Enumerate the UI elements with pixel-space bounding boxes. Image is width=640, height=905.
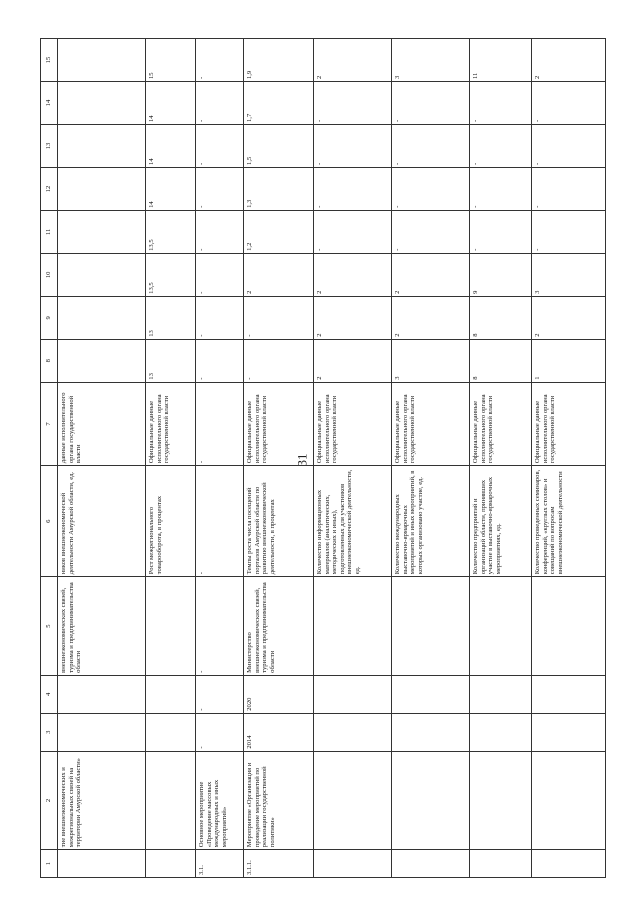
cell-start-year bbox=[314, 713, 392, 751]
cell-value bbox=[58, 82, 146, 125]
cell-value: 8 bbox=[470, 296, 532, 339]
col-header: 5 bbox=[41, 577, 58, 676]
cell-number bbox=[532, 850, 606, 878]
cell-indicator: Количество международных выставочно-ярмарочных мероприятий и иных мероприятий, в которых организовано участие, ед. bbox=[392, 466, 470, 577]
cell-number bbox=[314, 850, 392, 878]
cell-source: - bbox=[196, 382, 244, 465]
cell-value: 3 bbox=[392, 39, 470, 82]
cell-value: - bbox=[196, 82, 244, 125]
col-header: 1 bbox=[41, 850, 58, 878]
cell-source: Официальные данные исполнительного органа государственной власти bbox=[392, 382, 470, 465]
table-row bbox=[314, 39, 392, 878]
cell-value: - bbox=[196, 125, 244, 168]
table-row bbox=[196, 39, 244, 878]
cell-name bbox=[532, 751, 606, 850]
table-row bbox=[244, 39, 314, 878]
table-row bbox=[146, 39, 196, 878]
cell-name bbox=[470, 751, 532, 850]
cell-indicator: - bbox=[196, 466, 244, 577]
cell-value bbox=[58, 296, 146, 339]
col-header: 2 bbox=[41, 751, 58, 850]
cell-value: - bbox=[196, 296, 244, 339]
cell-value bbox=[58, 39, 146, 82]
cell-value: 13 bbox=[146, 296, 196, 339]
cell-value bbox=[58, 210, 146, 253]
cell-value: 14 bbox=[146, 125, 196, 168]
cell-executor: Министерство внешнеэкономических связей, туризма и предпринимательства области bbox=[244, 577, 314, 676]
cell-number bbox=[392, 850, 470, 878]
cell-end-year bbox=[58, 675, 146, 713]
cell-value: - bbox=[314, 125, 392, 168]
cell-source: Официальные данные исполнительного органа государственной власти bbox=[470, 382, 532, 465]
cell-value: 2 bbox=[314, 339, 392, 382]
cell-value: - bbox=[532, 82, 606, 125]
cell-value: - bbox=[392, 167, 470, 210]
cell-name: Мероприятие «Организация и проведение мероприятий по реализации государственной политики» bbox=[244, 751, 314, 850]
cell-number bbox=[58, 850, 146, 878]
cell-value: 3 bbox=[532, 253, 606, 296]
cell-indicator: Количество предприятий и организаций области, принявших участие в выставочно-ярмарочных мероприятиях, ед. bbox=[470, 466, 532, 577]
col-header: 15 bbox=[41, 39, 58, 82]
cell-name bbox=[392, 751, 470, 850]
cell-executor: внешнеэкономических связей, туризма и предпринимательства области bbox=[58, 577, 146, 676]
cell-value: - bbox=[244, 339, 314, 382]
cell-value: - bbox=[314, 167, 392, 210]
cell-value: 1 bbox=[532, 339, 606, 382]
cell-end-year: - bbox=[196, 675, 244, 713]
header-row bbox=[41, 39, 58, 878]
cell-value: - bbox=[196, 210, 244, 253]
cell-source: Официальные данные исполнительного органа государственной власти bbox=[532, 382, 606, 465]
cell-number bbox=[470, 850, 532, 878]
cell-number: 3.1. bbox=[196, 850, 244, 878]
cell-value: 3 bbox=[392, 339, 470, 382]
cell-start-year bbox=[58, 713, 146, 751]
col-header: 3 bbox=[41, 713, 58, 751]
col-header: 7 bbox=[41, 382, 58, 465]
col-header: 11 bbox=[41, 210, 58, 253]
cell-start-year: - bbox=[196, 713, 244, 751]
cell-value: - bbox=[196, 167, 244, 210]
cell-value: - bbox=[196, 39, 244, 82]
cell-value: 11 bbox=[470, 39, 532, 82]
cell-value: 15 bbox=[146, 39, 196, 82]
cell-end-year bbox=[532, 675, 606, 713]
cell-start-year bbox=[532, 713, 606, 751]
cell-source: Официальные данные исполнительного органа государственной власти bbox=[146, 382, 196, 465]
col-header: 12 bbox=[41, 167, 58, 210]
cell-source: данные исполнительного органа государственной власти bbox=[58, 382, 146, 465]
cell-source: Официальные данные исполнительного органа государственной власти bbox=[244, 382, 314, 465]
cell-start-year bbox=[392, 713, 470, 751]
cell-value: 1,2 bbox=[244, 210, 314, 253]
cell-number bbox=[146, 850, 196, 878]
cell-value: 1,3 bbox=[244, 167, 314, 210]
cell-indicator: Количество проведенных семинаров, конференций, «круглых столов» и совещаний по вопросам внешнеэкономической деятельности bbox=[532, 466, 606, 577]
cell-value bbox=[58, 339, 146, 382]
cell-value: 9 bbox=[470, 253, 532, 296]
cell-value: 13,5 bbox=[146, 253, 196, 296]
cell-executor bbox=[146, 577, 196, 676]
page-number: 31 bbox=[294, 453, 310, 467]
cell-executor bbox=[470, 577, 532, 676]
cell-value: - bbox=[532, 167, 606, 210]
cell-value: - bbox=[314, 210, 392, 253]
cell-end-year bbox=[146, 675, 196, 713]
cell-source: Официальные данные исполнительного органа государственной власти bbox=[314, 382, 392, 465]
cell-value: 13,5 bbox=[146, 210, 196, 253]
cell-value: - bbox=[196, 253, 244, 296]
cell-value bbox=[58, 125, 146, 168]
cell-value: 2 bbox=[314, 253, 392, 296]
cell-executor: - bbox=[196, 577, 244, 676]
cell-value: - bbox=[532, 210, 606, 253]
col-header: 13 bbox=[41, 125, 58, 168]
cell-end-year bbox=[314, 675, 392, 713]
cell-indicator: ников внешнеэкономической деятельности Амурской области, ед. bbox=[58, 466, 146, 577]
table-row bbox=[58, 39, 146, 878]
cell-value: - bbox=[392, 82, 470, 125]
cell-number: 3.1.1. bbox=[244, 850, 314, 878]
cell-value: - bbox=[392, 210, 470, 253]
cell-value: - bbox=[532, 125, 606, 168]
col-header: 6 bbox=[41, 466, 58, 577]
cell-value: 2 bbox=[244, 253, 314, 296]
col-header: 9 bbox=[41, 296, 58, 339]
cell-value: 2 bbox=[392, 296, 470, 339]
cell-value: - bbox=[392, 125, 470, 168]
rotated-table-container bbox=[40, 38, 600, 878]
cell-end-year bbox=[392, 675, 470, 713]
cell-executor bbox=[392, 577, 470, 676]
cell-name bbox=[146, 751, 196, 850]
cell-value: - bbox=[244, 296, 314, 339]
cell-value: - bbox=[196, 339, 244, 382]
col-header: 4 bbox=[41, 675, 58, 713]
col-header: 10 bbox=[41, 253, 58, 296]
cell-name bbox=[314, 751, 392, 850]
cell-start-year: 2014 bbox=[244, 713, 314, 751]
cell-value: - bbox=[470, 125, 532, 168]
cell-end-year bbox=[470, 675, 532, 713]
cell-executor bbox=[314, 577, 392, 676]
cell-value: - bbox=[470, 210, 532, 253]
cell-indicator: Темпы роста числа посещений порталов Амурской области по развитию внешнеэкономической деятельности, в процентах bbox=[244, 466, 314, 577]
cell-value: - bbox=[470, 82, 532, 125]
cell-start-year bbox=[470, 713, 532, 751]
cell-value: 2 bbox=[532, 39, 606, 82]
cell-start-year bbox=[146, 713, 196, 751]
cell-value: - bbox=[314, 82, 392, 125]
cell-value: 2 bbox=[314, 39, 392, 82]
cell-value: 1,5 bbox=[244, 125, 314, 168]
cell-value: 1,7 bbox=[244, 82, 314, 125]
cell-value bbox=[58, 253, 146, 296]
cell-value: 14 bbox=[146, 82, 196, 125]
cell-value: 2 bbox=[392, 253, 470, 296]
cell-name: тие внешнеэкономических и межрегиональных связей на территории Амурской области» bbox=[58, 751, 146, 850]
cell-value bbox=[58, 167, 146, 210]
cell-executor bbox=[532, 577, 606, 676]
col-header: 14 bbox=[41, 82, 58, 125]
program-indicators-table bbox=[40, 38, 606, 878]
table-row bbox=[470, 39, 532, 878]
cell-name: Основное мероприятие «Проведение массовых международных и иных мероприятий» bbox=[196, 751, 244, 850]
table-row bbox=[532, 39, 606, 878]
cell-value: 2 bbox=[532, 296, 606, 339]
cell-value: 2 bbox=[314, 296, 392, 339]
cell-indicator: Рост межрегионального товарооборота, в процентах bbox=[146, 466, 196, 577]
cell-end-year: 2020 bbox=[244, 675, 314, 713]
cell-value: - bbox=[470, 167, 532, 210]
table-row bbox=[392, 39, 470, 878]
cell-value: 13 bbox=[146, 339, 196, 382]
cell-value: 8 bbox=[470, 339, 532, 382]
cell-indicator: Количество информационных материалов (аналитических, методических и иных), подготовленных для участников внешнеэкономической деятельности, ед. bbox=[314, 466, 392, 577]
col-header: 8 bbox=[41, 339, 58, 382]
cell-value: 14 bbox=[146, 167, 196, 210]
cell-value: 1,9 bbox=[244, 39, 314, 82]
